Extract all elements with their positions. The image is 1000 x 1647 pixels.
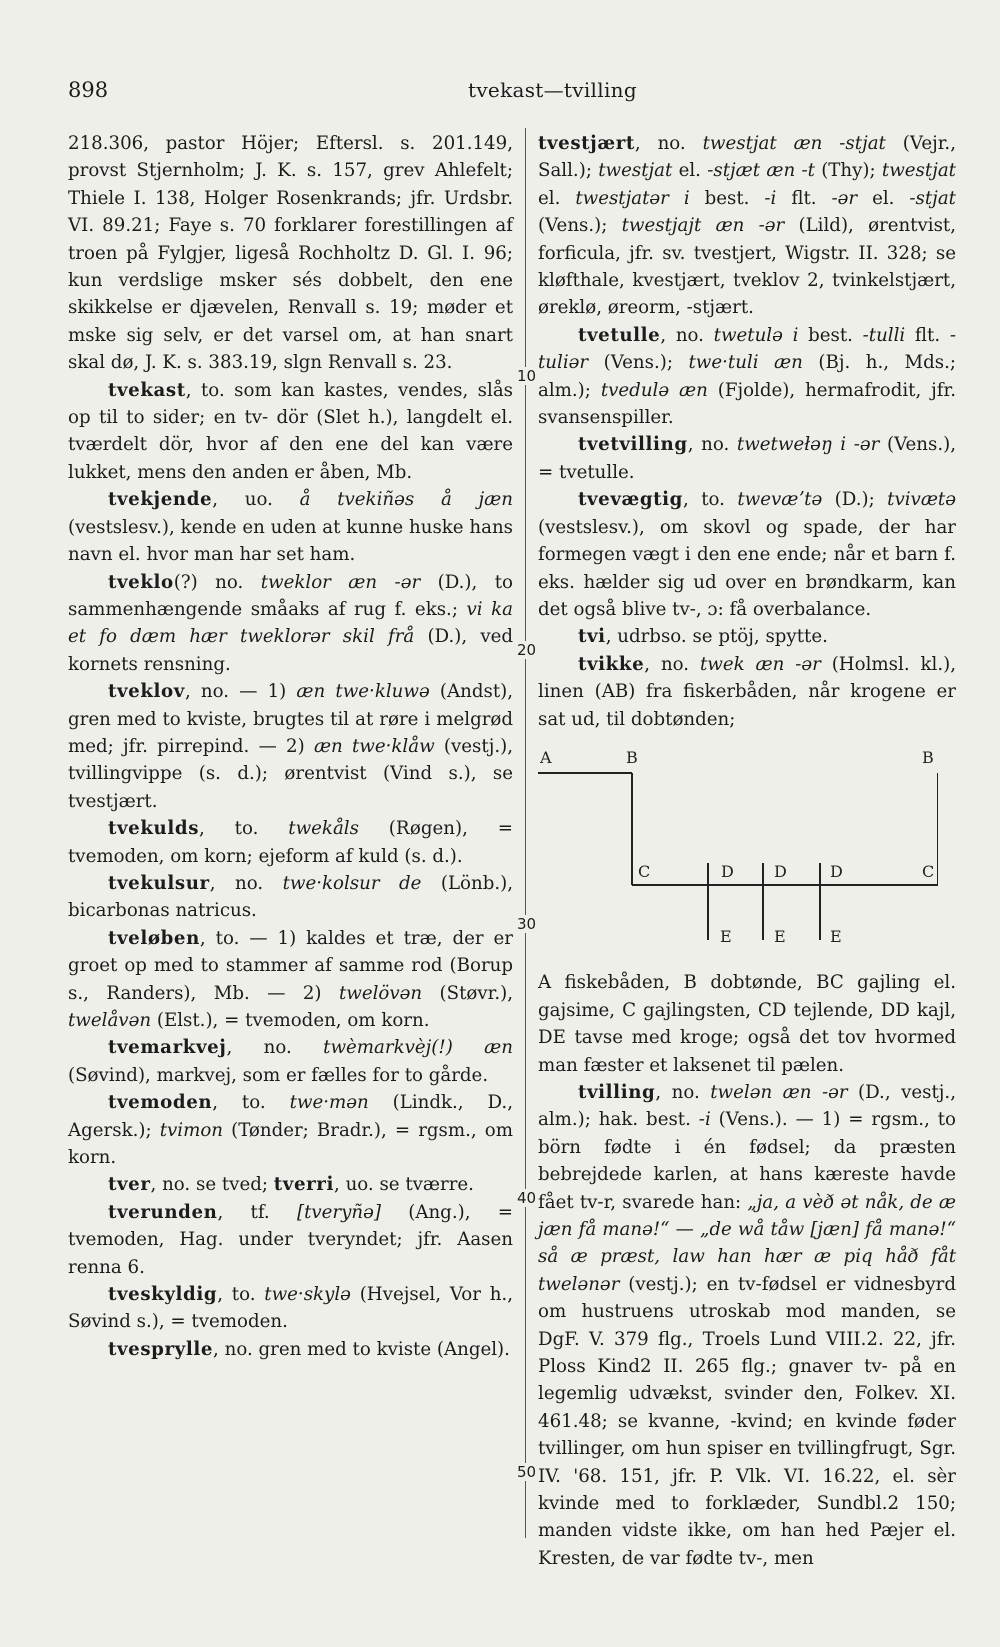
line-number-40: 40 xyxy=(517,1189,537,1207)
entry-text: (Ang.), = tvemoden, Hag. under tveryndet; jfr. Aasen renna 6. xyxy=(68,1201,513,1278)
entry-text: (Vens.). — 1) = rgsm., to börn fødte i én fødsel; da præsten bebrejdede karlen, at hans kæreste havde fået tv-r, svarede han: xyxy=(538,1109,956,1213)
dictionary-entry xyxy=(68,377,513,487)
entry-text: el. xyxy=(857,187,910,209)
diagram-label-d3: D xyxy=(830,861,843,881)
entry-text: , no. se tved; xyxy=(150,1174,274,1196)
line-number-20: 20 xyxy=(517,641,537,659)
dictionary-entry xyxy=(538,486,956,623)
entry-headword: tveskyldig xyxy=(108,1284,218,1306)
entry-text: (Vejr., Sall.); xyxy=(538,133,956,182)
entry-headword: tvetvilling xyxy=(578,434,688,456)
entry-text: , no. — 1) xyxy=(184,681,297,703)
entry-text: (Vens.); xyxy=(538,215,622,237)
entry-text: 218.306, pastor Höjer; Eftersl. s. 201.149, provst Stjernholm; J. K. s. 157, grev Ahlefelt; Thiele I. 138, Holger Rosenkrands; jfr. Urdsbr. VI. 89.21; Faye s. 70 forklarer forestillingen af troen på Fylgjer, ligeså Rochholtz D. Gl. I. 96; kun verdslige msker sés dobbelt, den ene skikkelse er djævelen, Renvall s. 19; møder et mske sig selv, er det varsel om, at han snart skal dø, J. K. s. 383.19, slgn Renvall s. 23. xyxy=(68,133,513,374)
entry-text: (Støvr.), xyxy=(422,982,513,1004)
entry-text: (Tønder; Bradr.), = rgsm., om korn. xyxy=(68,1119,513,1169)
entry-dialect-form: -i xyxy=(698,1109,711,1131)
entry-text: (vestslesv.), om skovl og spade, der har formegen vægt i den ene ende; når et barn f. eks. hælder sig ud over en brøndkarm, kan det også blive tv-, ɔ: få overbalance. xyxy=(538,516,956,620)
dictionary-entry xyxy=(68,130,513,377)
entry-headword: tvesprylle xyxy=(108,1338,214,1360)
diagram-label-b2: B xyxy=(922,747,934,767)
entry-headword: tverunden xyxy=(108,1201,218,1223)
left-column xyxy=(68,130,513,1363)
entry-dialect-form: -ər xyxy=(831,187,858,209)
dictionary-entry xyxy=(538,651,956,733)
entry-dialect-form: „ja, a vèð ət nåk, de æ jæn få manə!“ — „de wå tåw [jæn] få manə!“ så æ præst, law han hær æ piq håð fåt twelənər xyxy=(538,1191,956,1295)
entry-text: best. xyxy=(689,187,765,209)
diagram-label-b1: B xyxy=(626,747,638,767)
entry-headword: tvestjært xyxy=(538,133,635,154)
entry-text: (D.), to sammenhængende småaks af rug f. eks.; xyxy=(68,571,513,620)
dictionary-entry xyxy=(68,678,513,815)
entry-text: , no. xyxy=(660,324,714,346)
entry-text: , to. xyxy=(212,1092,290,1114)
entry-headword: tveløben xyxy=(108,927,200,949)
entry-dialect-form: tvedulə æn xyxy=(600,379,708,401)
entry-dialect-form: æn twe·klåw xyxy=(313,735,435,757)
entry-text: (Vens.), = tvetulle. xyxy=(538,434,957,483)
entry-dialect-form: -tuliər xyxy=(538,324,956,374)
running-head: tvekast—tvilling xyxy=(468,78,637,102)
entry-dialect-form: twelövən xyxy=(338,982,423,1004)
entry-text: (Hvejsel, Vor h., Søvind s.), = tvemoden. xyxy=(68,1284,513,1333)
entry-text: , to. xyxy=(683,489,738,511)
entry-text: best. xyxy=(798,324,863,346)
entry-text: el. xyxy=(672,160,708,182)
entry-text: (Andst), gren med to kviste, brugtes til at røre i melgrød med; jfr. pirrepind. — 2) xyxy=(68,681,513,757)
line-number-50: 50 xyxy=(517,1463,537,1481)
dictionary-entry xyxy=(538,322,956,432)
entry-text: (D., vestj., alm.); hak. best. xyxy=(538,1081,956,1131)
entry-headword: tverri xyxy=(273,1174,334,1196)
entry-dialect-form: twestjat xyxy=(881,160,956,182)
entry-headword: tvevægtig xyxy=(578,489,683,511)
entry-text: (Thy); xyxy=(814,160,882,182)
entry-text: (D.), ved kornets rensning. xyxy=(68,626,514,675)
entry-text: (Vens.); xyxy=(588,352,689,374)
entry-headword: tvekjende xyxy=(108,489,213,511)
entry-text: flt. xyxy=(905,324,950,346)
dictionary-entry xyxy=(538,623,956,650)
dictionary-entry xyxy=(68,569,513,679)
entry-text: A fiskebåden, B dobtønde, BC gajling el. gajsime, C gajlingsten, CD tejlende, DD kajl, DE tavse med kroge; også det tov hvormed man fæster et laksenet til pælen. xyxy=(538,972,956,1076)
diagram-label-c2: C xyxy=(922,861,935,881)
entry-text: el. xyxy=(538,187,576,209)
entry-headword: tveklo xyxy=(108,571,174,593)
entry-text: , no. xyxy=(687,434,737,456)
entry-headword: tvi xyxy=(578,626,606,648)
entry-text: , tf. xyxy=(217,1201,297,1223)
line-diagram xyxy=(538,735,938,955)
entry-headword: tvekulds xyxy=(108,818,200,840)
entry-dialect-form: [tveryñə] xyxy=(296,1201,381,1223)
entry-dialect-form: vi ka et fo dæm hær tweklorər skil frå xyxy=(68,598,513,648)
entry-dialect-form: -i xyxy=(764,187,777,209)
dictionary-entry xyxy=(538,431,956,486)
entry-dialect-form: twestjatər i xyxy=(575,187,690,209)
entry-dialect-form: twe·kolsur de xyxy=(282,872,422,894)
entry-text: (D.); xyxy=(822,489,888,511)
dictionary-entry xyxy=(68,1199,513,1281)
diagram-label-e2: E xyxy=(774,926,786,946)
page-header xyxy=(68,78,968,108)
diagram-label-c1: C xyxy=(638,861,651,881)
entry-dialect-form: twe·tuli æn xyxy=(688,352,803,374)
entry-dialect-form: twe·mən xyxy=(289,1092,369,1114)
entry-dialect-form: å tvekiñəs å jæn xyxy=(299,489,513,511)
entry-dialect-form: -tulli xyxy=(862,324,906,346)
entry-text: (Søvind), markvej, som er fælles for to gårde. xyxy=(68,1064,489,1086)
entry-headword: tvemoden xyxy=(108,1092,213,1114)
entry-dialect-form: twetwełəŋ i -ər xyxy=(736,434,880,456)
dictionary-entry xyxy=(68,1281,513,1336)
entry-dialect-form: twelåvən xyxy=(68,1010,152,1031)
entry-text: (Bj. h., Mds.; alm.); xyxy=(538,352,957,401)
entry-headword: tvikke xyxy=(578,653,645,675)
dictionary-entry xyxy=(68,1034,513,1089)
entry-text: (vestslesv.), kende en uden at kunne huske hans navn el. hvor man har set ham. xyxy=(68,516,513,566)
entry-text: (Røgen), = tvemoden, om korn; ejeform af kuld (s. d.). xyxy=(68,818,513,867)
entry-text: , no. xyxy=(209,872,283,894)
entry-dialect-form: tvimon xyxy=(159,1119,223,1141)
dictionary-entry xyxy=(68,1089,513,1171)
entry-dialect-form: twek æn -ər xyxy=(699,653,821,675)
entry-headword: tvetulle xyxy=(578,324,661,346)
diagram-label-e1: E xyxy=(720,926,732,946)
dictionary-entry xyxy=(68,1171,513,1198)
entry-dialect-form: tweklor æn -ər xyxy=(260,571,421,593)
line-number-30: 30 xyxy=(517,915,537,933)
entry-dialect-form: æn twe·kluwə xyxy=(296,681,430,703)
entry-text: , to. — 1) kaldes et træ, der er groet op med to stammer af samme rod (Borup s., Randers), Mb. — 2) xyxy=(68,927,513,1004)
entry-text: (Lönb.), bicarbonas natricus. xyxy=(68,872,514,922)
right-entries-top xyxy=(538,130,956,733)
entry-dialect-form: -stjat xyxy=(909,187,956,209)
dictionary-entry xyxy=(68,486,513,568)
page-number: 898 xyxy=(68,78,109,102)
column-divider xyxy=(525,128,526,1538)
entry-text: (Lindk., D., Agersk.); xyxy=(68,1092,513,1141)
diagram-label-a: A xyxy=(540,747,552,767)
dictionary-entry xyxy=(538,1079,956,1572)
entry-text: (Lild), ørentvist, forficula, jfr. sv. tvestjert, Wigstr. II. 328; se kløfthale, kvestjært, tveklov 2, tvinkelstjært, øreklø, øreorm, -stjært. xyxy=(538,215,957,319)
entry-headword: tvemarkvej xyxy=(108,1037,227,1059)
entry-dialect-form: twetulə i xyxy=(713,324,799,346)
entry-text: , to. som kan kastes, vendes, slås op til to sider; en tv- dör (Slet h.), langdelt el. tværdelt dör, hvor af den ene del kan være lukket, mens den anden er åben, Mb. xyxy=(68,379,513,483)
entry-text: (Fjolde), hermafrodit, jfr. svansenspiller. xyxy=(538,379,957,429)
entry-dialect-form: twe·skylə xyxy=(264,1284,351,1306)
dictionary-entry xyxy=(68,870,513,925)
dictionary-entry xyxy=(68,925,513,1035)
entry-headword: tvekulsur xyxy=(108,872,210,894)
entry-dialect-form: twelən æn -ər xyxy=(710,1081,848,1103)
entry-headword: tver xyxy=(108,1174,151,1196)
entry-text: (Holmsl. kl.), linen (AB) fra fiskerbåden, når krogene er sat ud, til dobtønden; xyxy=(538,653,956,730)
entry-text: (Elst.), = tvemoden, om korn. xyxy=(151,1010,430,1031)
entry-dialect-form: twèmarkvèj(!) æn xyxy=(323,1037,513,1059)
entry-headword: tvilling xyxy=(578,1081,656,1103)
entry-text: (?) no. xyxy=(173,571,261,593)
entry-dialect-form: twestjajt æn -ər xyxy=(621,215,785,237)
entry-headword: tvekast xyxy=(108,379,186,401)
entry-text: , udrbso. se ptöj, spytte. xyxy=(605,626,828,648)
line-number-10: 10 xyxy=(517,367,537,385)
entry-text: , no. xyxy=(634,133,703,154)
entry-dialect-form: twestjat xyxy=(598,160,673,182)
entry-text: , to. xyxy=(199,818,289,840)
entry-text: flt. xyxy=(776,187,832,209)
dictionary-entry xyxy=(538,130,956,322)
entry-dialect-form: tvivætə xyxy=(887,489,956,511)
entry-dialect-form: twekåls xyxy=(288,818,359,840)
entry-dialect-form: twevæʼtə xyxy=(737,489,823,511)
dictionary-entry xyxy=(68,815,513,870)
entry-text: , uo. se tværre. xyxy=(334,1174,474,1196)
entry-dialect-form: -stjæt æn -t xyxy=(707,160,815,182)
dictionary-entry xyxy=(68,1336,513,1363)
entry-text: , uo. xyxy=(212,489,300,511)
diagram-label-e3: E xyxy=(830,926,842,946)
left-entries xyxy=(68,130,513,1363)
entry-text: , to. xyxy=(217,1284,265,1306)
entry-dialect-form: twestjat æn -stjat xyxy=(702,133,886,154)
entry-headword: tveklov xyxy=(108,681,185,703)
entry-text: , no. xyxy=(644,653,700,675)
dictionary-entry xyxy=(538,969,956,1079)
entry-text: (vestj.); en tv-fødsel er vidnesbyrd om hustruens utroskab mod manden, se DgF. V. 379 flg., Troels Lund VIII.2. 22, jfr. Ploss Kind2 II. 265 flg.; gnaver tv- på en legemlig udvækst, svinder den, Folkev. XI. 461.48; se kvanne, -kvind; en kvinde føder tvillinger, om hun spiser en tvillingfrugt, Sgr. IV. '68. 151, jfr. P. Vlk. VI. 16.22, el. sèr kvinde med to forklæder, Sundbl.2 150; manden vidste ikke, om han hed Pæjer el. Kresten, de var fødte tv-, men xyxy=(538,1273,956,1569)
diagram-label-d1: D xyxy=(721,861,734,881)
entry-text: (vestj.), tvillingvippe (s. d.); ørentvist (Vind s.), se tvestjært. xyxy=(68,735,513,812)
diagram-label-d2: D xyxy=(774,861,787,881)
entry-text: , no. xyxy=(226,1037,324,1059)
right-entries-bottom xyxy=(538,969,956,1572)
right-column xyxy=(538,130,956,1572)
entry-text: , no. gren med to kviste (Angel). xyxy=(213,1338,510,1360)
entry-text: , no. xyxy=(655,1081,711,1103)
